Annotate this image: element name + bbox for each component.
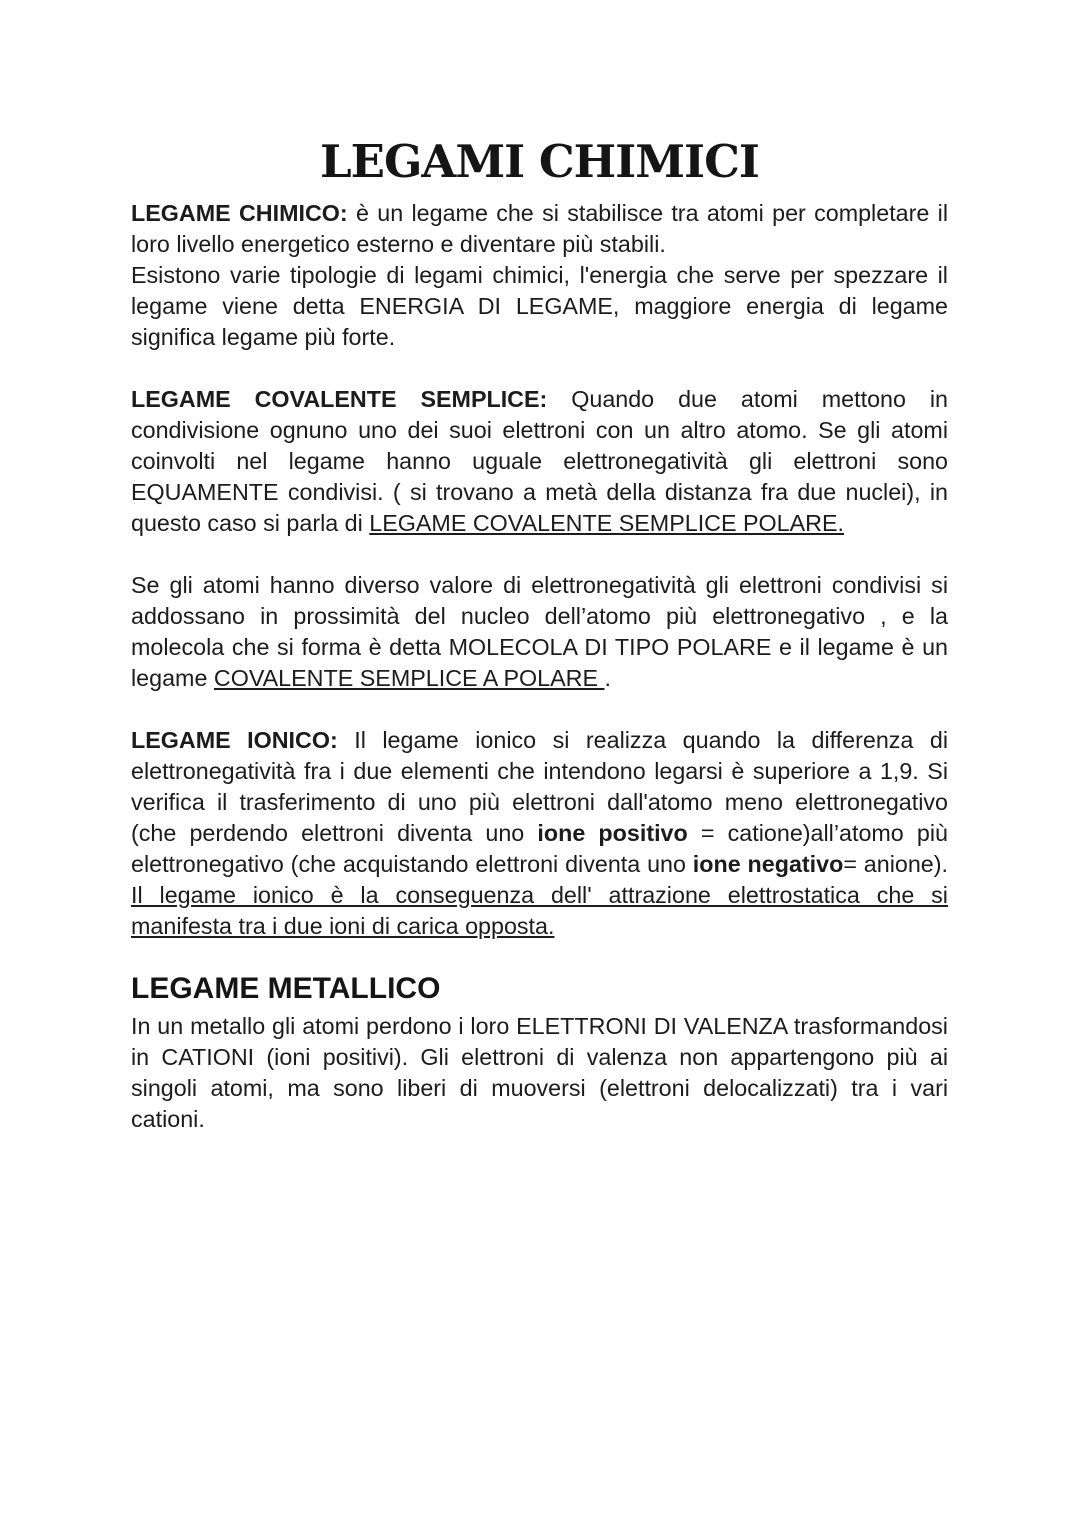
covalente-semplice-paragraph (131, 384, 948, 539)
ione-negativo-bold: ione negativo (692, 851, 844, 877)
legame-ionico-text-2: = catione)all’atomo più elettronegativo (che acquistando elettroni diventa uno (131, 820, 949, 877)
covalente-semplice-label: LEGAME COVALENTE SEMPLICE: (131, 386, 548, 412)
legame-metallico-heading: LEGAME METALLICO (131, 972, 441, 1005)
covalente-apolare-underlined: COVALENTE SEMPLICE A POLARE (213, 665, 605, 691)
legame-ionico-label: LEGAME IONICO: (131, 727, 338, 753)
elettronegativita-paragraph (131, 570, 948, 694)
elettronegativita-text: Se gli atomi hanno diverso valore di elettronegatività gli elettroni condivisi si addossano in prossimità del nucleo dell’atomo più elettronegativo , e la molecola che si forma è detta MOLECOLA DI TIPO POLARE e il legame è un legame (131, 572, 948, 691)
covalente-semplice-text: Quando due atomi mettono in condivisione ognuno uno dei suoi elettroni con un altro atomo. Se gli atomi coinvolti nel legame hanno uguale elettronegatività gli elettroni sono EQUAMENTE condivisi. ( si trovano a metà della distanza fra due nuclei), in questo caso si parla di (131, 386, 948, 536)
legame-ionico-paragraph (131, 725, 948, 942)
legame-ionico-underlined: Il legame ionico è la conseguenza dell' attrazione elettrostatica che si manifesta tra i due ioni di carica opposta. (131, 882, 948, 939)
legame-chimico-text: è un legame che si stabilisce tra atomi per completare il loro livello energetico esterno e diventare più stabili. (131, 200, 948, 257)
legame-chimico-definition (131, 198, 948, 260)
ione-positivo-bold: ione positivo (537, 820, 688, 846)
legame-metallico-paragraph: In un metallo gli atomi perdono i loro ELETTRONI DI VALENZA trasformandosi in CATIONI (ioni positivi). Gli elettroni di valenza non appartengono più ai singoli atomi, ma sono liberi di muoversi (elettroni delocalizzati) tra i vari cationi. (131, 1013, 948, 1132)
energia-legame-paragraph: Esistono varie tipologie di legami chimici, l'energia che serve per spezzare il legame viene detta ENERGIA DI LEGAME, maggiore energia di legame significa legame più forte. (131, 262, 948, 350)
legame-chimico-label: LEGAME CHIMICO: (131, 200, 348, 226)
legame-ionico-text-1: Il legame ionico si realizza quando la differenza di elettronegatività fra i due elementi che intendono legarsi è superiore a 1,9. Si verifica il trasferimento di uno più elettroni dall'atomo meno elettronegativo (che perdendo elettroni diventa uno (131, 727, 948, 846)
covalente-polare-underlined: LEGAME COVALENTE SEMPLICE POLARE. (369, 510, 844, 536)
elettronegativita-end: . (604, 665, 611, 691)
page-title: LEGAMI CHIMICI (320, 135, 759, 188)
legame-ionico-text-3: = anione). (843, 851, 948, 877)
document-page (131, 136, 948, 1135)
